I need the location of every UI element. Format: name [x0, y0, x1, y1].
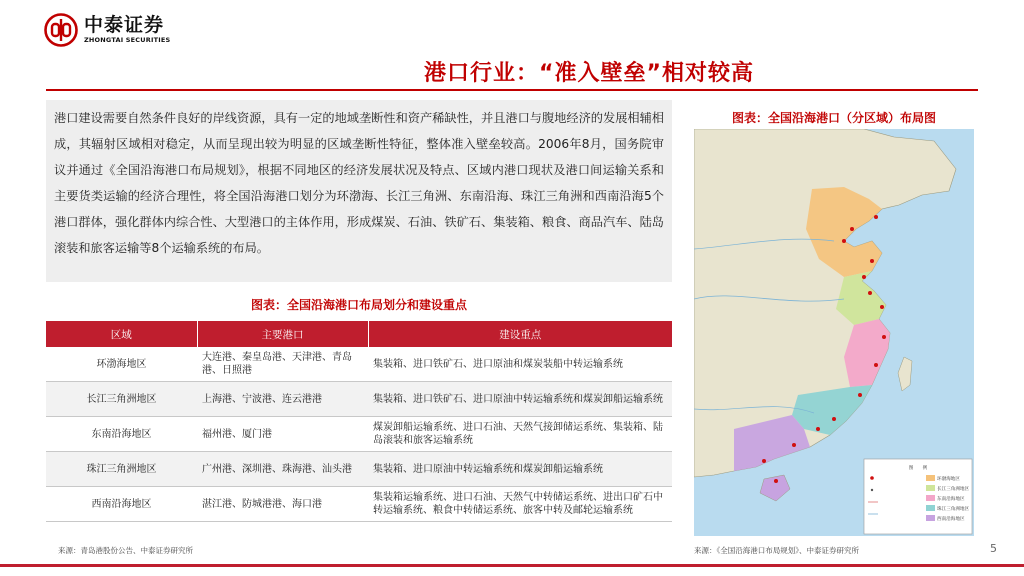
port-dot	[870, 259, 874, 263]
ports-cell: 湛江港、防城港港、海口港	[197, 487, 368, 522]
company-logo	[44, 12, 170, 48]
logo-cn-text: 中泰证券	[84, 14, 165, 37]
legend-swatch	[926, 485, 935, 491]
legend-item	[926, 475, 960, 482]
legend-port-symbol	[870, 476, 874, 480]
legend-swatch	[926, 515, 935, 521]
region-cell: 东南沿海地区	[46, 417, 197, 452]
port-dot	[850, 227, 854, 231]
table-caption: 图表：全国沿海港口布局划分和建设重点	[250, 298, 467, 312]
ports-cell: 福州港、厦门港	[197, 417, 368, 452]
legend-label: 长江三角洲地区	[937, 487, 970, 492]
header-ports: 主要港口	[197, 321, 368, 347]
intro-paragraph: 港口建设需要自然条件良好的岸线资源，具有一定的地域垄断性和资产稀缺性，并且港口与腹地经济的发展相辅相成，其辐射区域相对稳定，从而呈现出较为明显的区域垄断性特征，整体准入壁垒较高。2006年8月，国务院审议并通过《全国沿海港口布局规划》，根据不同地区的经济发展状况及特点、区域内港口现状及港口间运输关系和主要货类运输的经济合理性，将全国沿海港口划分为环渤海、长江三角洲、东南沿海、珠江三角洲和西南沿海5个港口群体，强化群体内综合性、大型港口的主体作用，形成煤炭、石油、铁矿石、集装箱、粮食、商品汽车、陆岛滚装和旅客运输等8个运输系统的布局。	[46, 100, 672, 282]
title-divider	[46, 89, 978, 91]
legend-swatch	[926, 475, 935, 481]
page-number: 5	[990, 542, 997, 555]
ports-cell: 广州港、深圳港、珠海港、汕头港	[197, 452, 368, 487]
port-dot	[880, 305, 884, 309]
legend-swatch	[926, 505, 935, 511]
port-dot	[882, 335, 886, 339]
region-cell: 环渤海地区	[46, 347, 197, 382]
port-dot	[858, 393, 862, 397]
legend-item	[926, 515, 965, 522]
header-focus: 建设重点	[368, 321, 672, 347]
table-row	[46, 417, 672, 452]
port-dot	[862, 275, 866, 279]
port-dot	[762, 459, 766, 463]
table-row	[46, 382, 672, 417]
logo-en-text: ZHONGTAI SECURITIES	[84, 36, 171, 45]
table-row	[46, 347, 672, 382]
header-region: 区域	[46, 321, 197, 347]
port-layout-table	[46, 321, 672, 522]
port-dot	[874, 215, 878, 219]
port-dot	[832, 417, 836, 421]
legend-city-symbol	[871, 489, 873, 491]
legend-label: 珠江三角洲地区	[937, 507, 970, 512]
focus-cell: 集装箱、进口铁矿石、进口原油和煤炭装船中转运输系统	[368, 347, 672, 382]
focus-cell: 集装箱、进口铁矿石、进口原油中转运输系统和煤炭卸船运输系统	[368, 382, 672, 417]
source-note-right: 来源：《全国沿海港口布局规划》、中泰证券研究所	[694, 546, 859, 555]
port-dot	[816, 427, 820, 431]
port-dot	[868, 291, 872, 295]
legend-title: 图 例	[908, 466, 928, 471]
legend-item	[926, 485, 970, 492]
ports-cell: 大连港、秦皇岛港、天津港、青岛港、日照港	[197, 347, 368, 382]
source-note-left: 来源：青岛港股份公告、中泰证券研究所	[58, 546, 193, 555]
port-dot	[874, 363, 878, 367]
ports-cell: 上海港、宁波港、连云港港	[197, 382, 368, 417]
port-dot	[792, 443, 796, 447]
table-header-row	[46, 321, 672, 347]
zhongtai-logo-icon	[44, 13, 78, 47]
table-row	[46, 487, 672, 522]
port-dot	[774, 479, 778, 483]
footer-bar	[0, 564, 1024, 567]
legend-item	[926, 505, 970, 512]
port-dot	[842, 239, 846, 243]
page-title: 港口行业：“准入壁垒”相对较高	[424, 61, 754, 86]
legend-label: 东南沿海地区	[937, 497, 965, 502]
map-legend	[864, 459, 972, 534]
focus-cell: 集装箱、进口原油中转运输系统和煤炭卸船运输系统	[368, 452, 672, 487]
region-cell: 西南沿海地区	[46, 487, 197, 522]
focus-cell: 煤炭卸船运输系统、进口石油、天然气接卸储运系统、集装箱、陆岛滚装和旅客运输系统	[368, 417, 672, 452]
region-cell: 珠江三角洲地区	[46, 452, 197, 487]
focus-cell: 集装箱运输系统、进口石油、天然气中转储运系统、进出口矿石中转运输系统、粮食中转储运系统、旅客中转及邮轮运输系统	[368, 487, 672, 522]
region-cell: 长江三角洲地区	[46, 382, 197, 417]
map-caption: 图表：全国沿海港口（分区域）布局图	[731, 111, 936, 125]
legend-swatch	[926, 495, 935, 501]
legend-item	[926, 495, 965, 502]
legend-label: 环渤海地区	[937, 477, 960, 482]
coastal-port-map	[694, 129, 974, 536]
legend-label: 西南沿海地区	[937, 517, 965, 522]
table-row	[46, 452, 672, 487]
